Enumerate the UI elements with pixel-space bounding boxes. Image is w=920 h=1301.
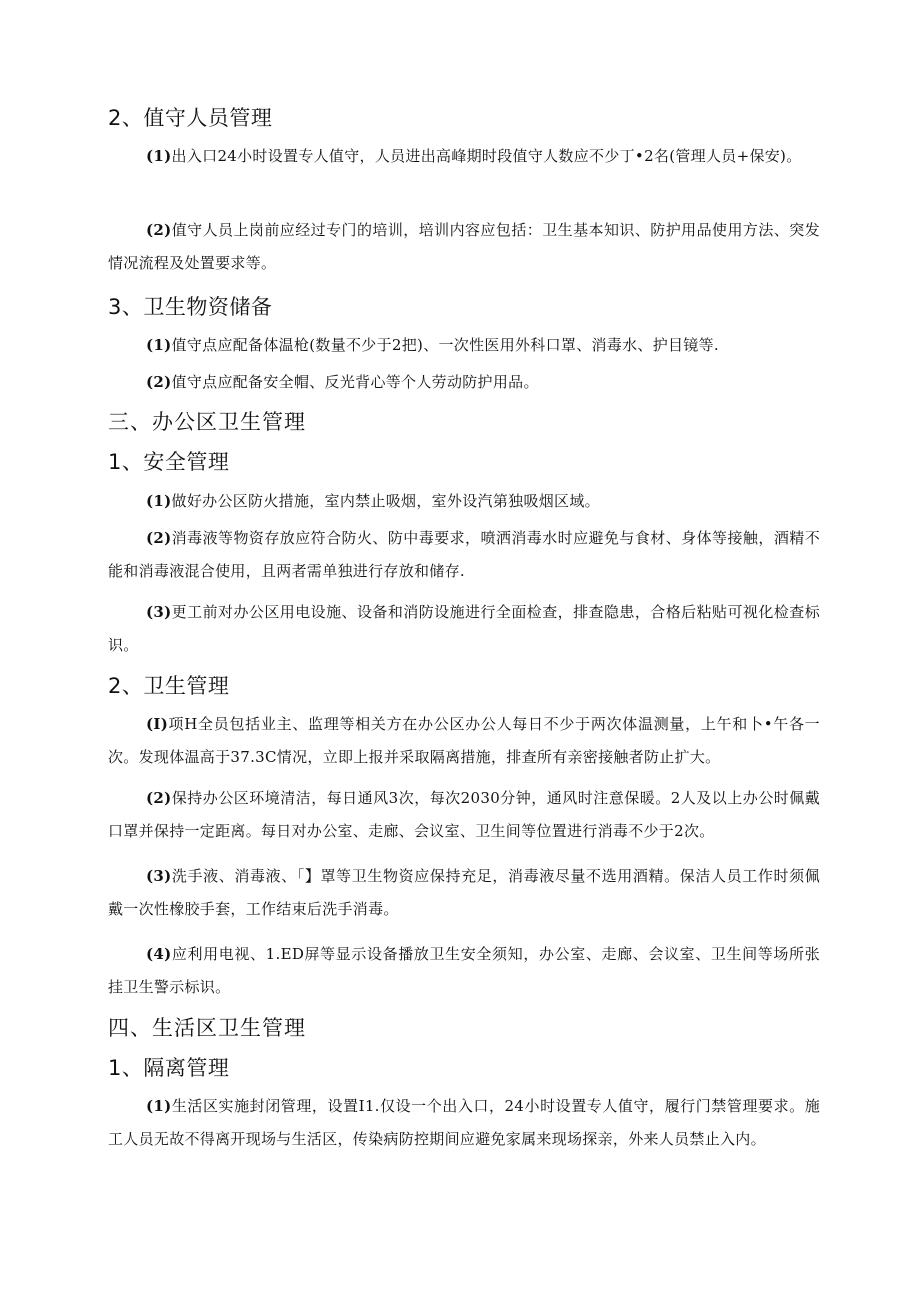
item-number: (2) xyxy=(146,373,172,391)
section-heading-duty-staff xyxy=(108,104,820,132)
item-number: (I) xyxy=(146,715,169,733)
paragraph-text: 值守点应配备体温枪(数量不少于2把)、一次性医用外科口罩、消毒水、护目镜等. xyxy=(171,336,719,354)
paragraph-supplies-2 xyxy=(108,366,820,399)
item-number: (2) xyxy=(146,221,172,239)
paragraph-isolation-1 xyxy=(108,1090,820,1156)
heading-text: 1、安全管理 xyxy=(108,450,230,474)
item-number: (3) xyxy=(146,603,172,621)
paragraph-text: 项H全员包括业主、监理等相关方在办公区办公人每日不少于两次体温测量，上午和卜•午各一次。发现体温高于37.3C情况，立即上报并采取隔离措施，排查所有亲密接触者防止扩大。 xyxy=(108,715,820,766)
item-number: (1) xyxy=(146,492,172,510)
section-heading-hygiene xyxy=(108,672,820,700)
paragraph-text: 洗手液、消毒液、「】罩等卫生物资应保持充足，消毒液尽量不选用酒精。保洁人员工作时须佩戴一次性橡胶手套，工作结束后洗手消毒。 xyxy=(108,867,820,918)
paragraph-safety-1 xyxy=(108,485,820,518)
item-number: (1) xyxy=(146,1097,172,1115)
paragraph-supplies-1 xyxy=(108,329,820,362)
chapter-heading-living xyxy=(108,1014,820,1042)
chapter-heading-office xyxy=(108,408,820,436)
paragraph-text: 值守点应配备安全帽、反光背心等个人劳动防护用品。 xyxy=(171,373,539,391)
heading-text: 四、生活区卫生管理 xyxy=(108,1016,306,1040)
paragraph-text: 更工前对办公区用电设施、设备和消防设施进行全面检查，排查隐患，合格后粘贴可视化检查标识。 xyxy=(108,603,820,654)
section-heading-isolation xyxy=(108,1054,820,1082)
section-heading-safety xyxy=(108,448,820,476)
paragraph-safety-3 xyxy=(108,596,820,662)
paragraph-duty-staff-1 xyxy=(108,140,820,173)
paragraph-hygiene-4 xyxy=(108,938,820,1004)
heading-text: 2、值守人员管理 xyxy=(108,106,273,130)
item-number: (4) xyxy=(146,945,172,963)
paragraph-hygiene-3 xyxy=(108,860,820,926)
paragraph-hygiene-1 xyxy=(108,708,820,774)
item-number: (2) xyxy=(146,529,172,547)
paragraph-safety-2 xyxy=(108,522,820,588)
paragraph-text: 保持办公区环境清洁，每日通风3次，每次2030分钟，通风时注意保暖。2人及以上办公时佩戴口罩并保持一定距离。每日对办公室、走廊、会议室、卫生间等位置进行消毒不少于2次。 xyxy=(108,789,820,840)
item-number: (1) xyxy=(146,147,172,165)
heading-text: 3、卫生物资储备 xyxy=(108,295,273,319)
item-number: (3) xyxy=(146,867,172,885)
paragraph-hygiene-2 xyxy=(108,782,820,848)
paragraph-text: 出入口24小时设置专人值守，人员进出高峰期时段值守人数应不少丁•2名(管理人员+保安)。 xyxy=(171,147,802,165)
heading-text: 1、隔离管理 xyxy=(108,1056,230,1080)
heading-text: 三、办公区卫生管理 xyxy=(108,410,306,434)
item-number: (2) xyxy=(146,789,172,807)
paragraph-text: 做好办公区防火措施，室内禁止吸烟，室外设汽第独吸烟区域。 xyxy=(171,492,600,510)
section-heading-supplies xyxy=(108,293,820,321)
paragraph-text: 值守人员上岗前应经过专门的培训，培训内容应包括：卫生基本知识、防护用品使用方法、突发情况流程及处置要求等。 xyxy=(108,221,820,272)
paragraph-text: 应利用电视、1.ED屏等显示设备播放卫生安全须知，办公室、走廊、会议室、卫生间等场所张挂卫生警示标识。 xyxy=(108,945,820,996)
paragraph-text: 生活区实施封闭管理，设置I1.仅设一个出入口，24小时设置专人值守，履行门禁管理要求。施工人员无故不得离开现场与生活区，传染病防控期间应避免家属来现场探亲，外来人员禁止入内。 xyxy=(108,1097,820,1148)
heading-text: 2、卫生管理 xyxy=(108,674,230,698)
paragraph-text: 消毒液等物资存放应符合防火、防中毒要求，喷洒消毒水时应避免与食材、身体等接触，酒精不能和消毒液混合使用，且两者需单独进行存放和储存. xyxy=(108,529,820,580)
paragraph-duty-staff-2 xyxy=(108,214,820,280)
item-number: (1) xyxy=(146,336,172,354)
